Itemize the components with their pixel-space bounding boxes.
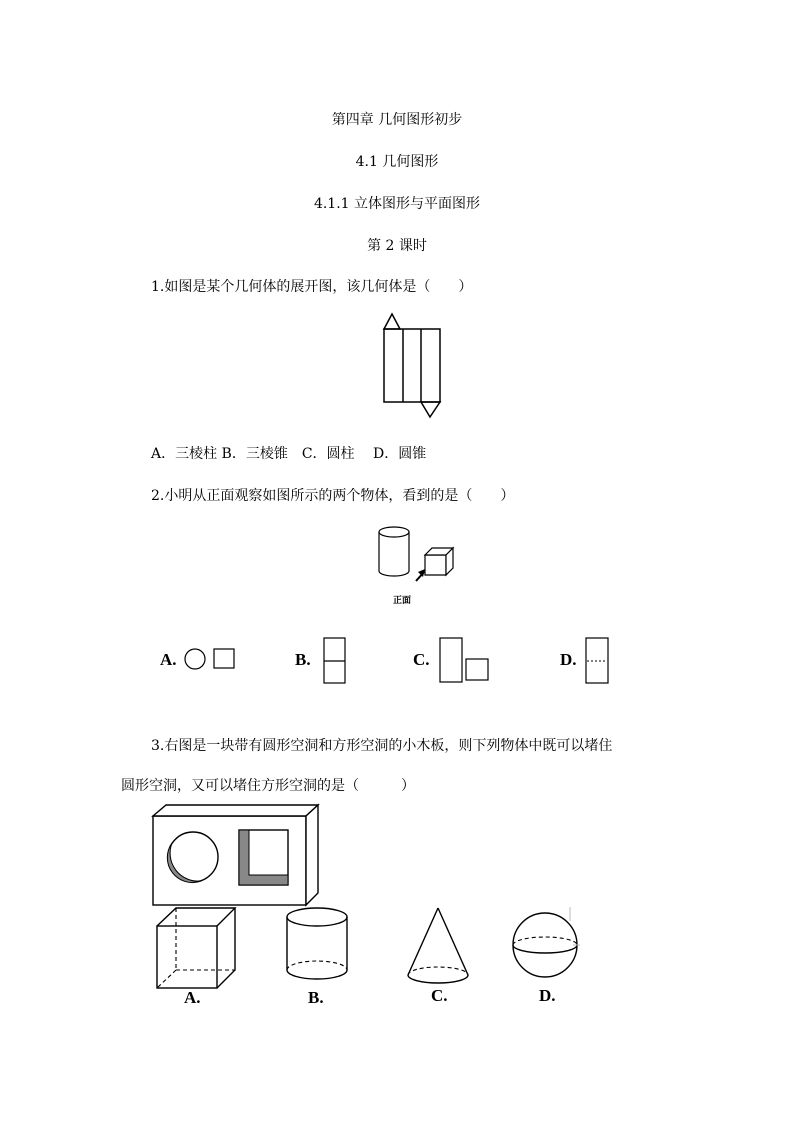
- q2-option-d-label: D.: [560, 650, 577, 669]
- section-title: 4.1 几何图形: [355, 154, 439, 170]
- q3-option-a-cube: [154, 905, 239, 990]
- q2-figure-caption: 正面: [393, 596, 412, 606]
- q3-option-b-label: B.: [308, 988, 324, 1007]
- q3-option-c-cone: [405, 905, 471, 987]
- net-bottom-triangle: [421, 402, 440, 417]
- q2-option-a-figure: [184, 648, 239, 672]
- chapter-title: 第四章 几何图形初步: [331, 112, 463, 128]
- question-1-stem: 1.如图是某个几何体的展开图，该几何体是（ ）: [151, 279, 473, 295]
- q2-option-d-figure: [584, 636, 612, 686]
- question-2-stem: 2.小明从正面观察如图所示的两个物体，看到的是（ ）: [151, 488, 515, 504]
- q2-objects-figure: [374, 525, 464, 585]
- q1-net-figure: [382, 312, 442, 420]
- question-3-stem-line1: 3.右图是一块带有圆形空洞和方形空洞的小木板，则下列物体中既可以堵住: [151, 738, 613, 754]
- q2-option-c-label: C.: [413, 650, 430, 669]
- q3-option-d-sphere: [510, 905, 586, 985]
- q3-board-figure: [150, 803, 325, 908]
- q2-option-a-label: A.: [160, 650, 177, 669]
- net-top-triangle: [384, 314, 400, 329]
- net-rectangles: [384, 329, 440, 402]
- question-3-stem-line2: 圆形空洞，又可以堵住方形空洞的是（ ）: [121, 778, 415, 794]
- question-1-options: A．三棱柱 B．三棱锥 C．圆柱 D．圆锥: [151, 446, 427, 462]
- subsection-title: 4.1.1 立体图形与平面图形: [313, 196, 481, 212]
- q3-option-c-label: C.: [431, 986, 448, 1005]
- lesson-title: 第 2 课时: [367, 238, 427, 254]
- q3-option-a-label: A.: [184, 988, 201, 1007]
- q3-option-d-label: D.: [539, 986, 556, 1005]
- q2-option-b-label: B.: [295, 650, 311, 669]
- q2-option-c-figure: [438, 636, 492, 686]
- q2-option-b-figure: [322, 636, 348, 686]
- q3-option-b-cylinder: [285, 905, 351, 985]
